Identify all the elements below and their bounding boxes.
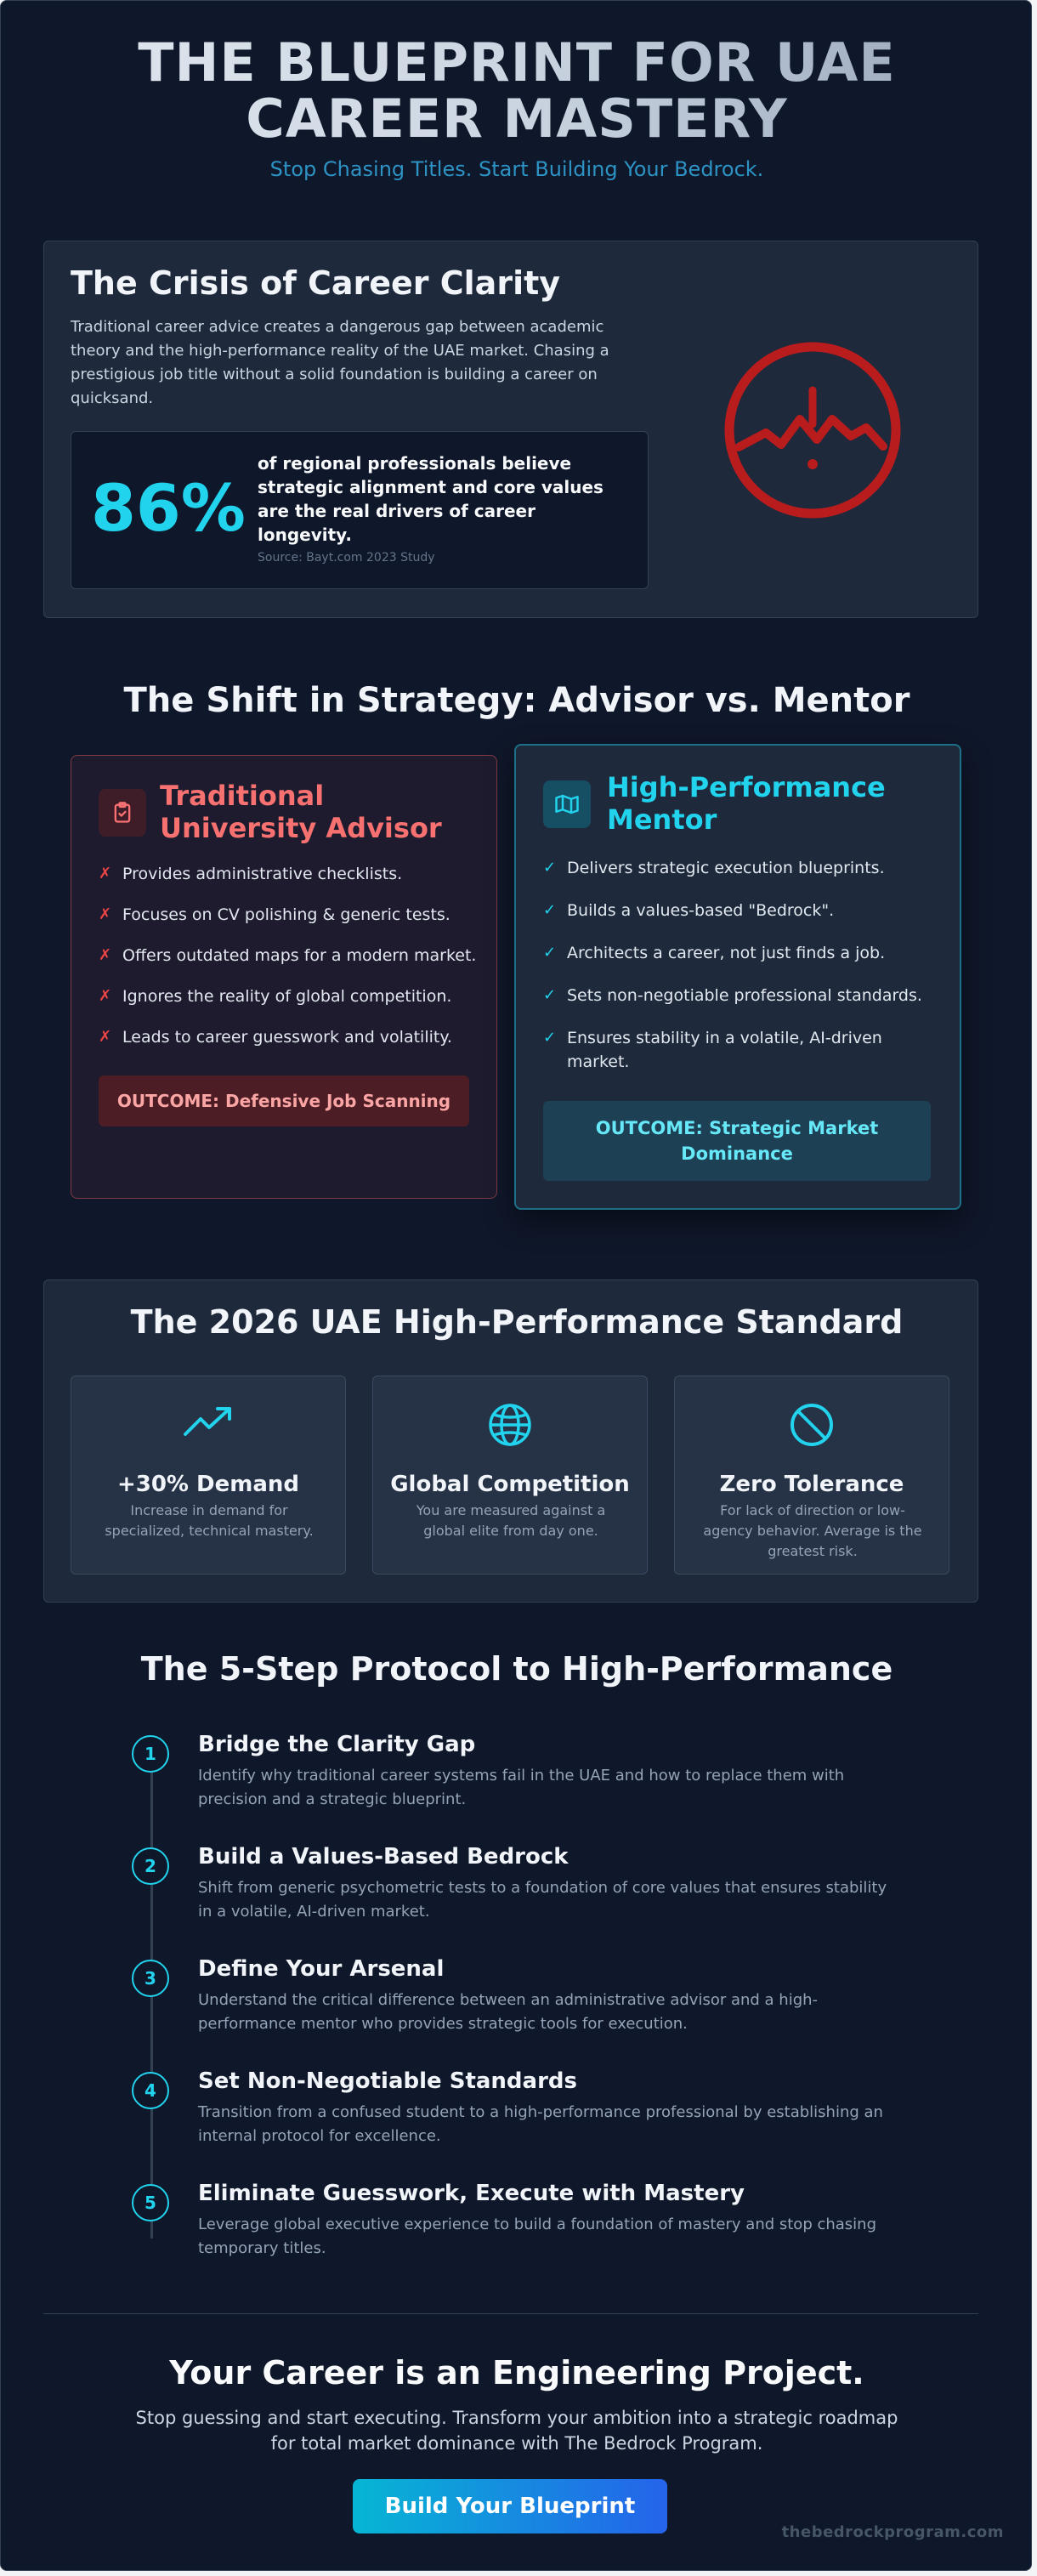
step-number: 3 — [132, 1960, 169, 1997]
mentor-item: ✓ Builds a values-based "Bedrock". — [543, 899, 943, 922]
check-icon: ✓ — [543, 901, 557, 919]
stat-source: Source: Bayt.com 2023 Study — [258, 551, 435, 565]
step-desc: Understand the critical difference between an administrative advisor and a high-performance mentor who provides strategic tools for execution. — [198, 1991, 819, 2033]
hero-title-line-1: THE BLUEPRINT FOR UAE — [138, 31, 896, 94]
advisor-item: ✗ Ignores the reality of global competition. — [99, 984, 481, 1025]
mentor-list — [543, 856, 943, 1092]
standard-title: The 2026 UAE High-Performance Standard — [130, 1303, 904, 1341]
crisis-title: The Crisis of Career Clarity — [71, 264, 561, 302]
step-number: 4 — [132, 2072, 169, 2109]
tile-title: Zero Tolerance — [719, 1472, 904, 1497]
step-number: 1 — [132, 1735, 169, 1773]
step-desc: Leverage global executive experience to build a foundation of mastery and stop chasing temporary titles. — [198, 2216, 877, 2257]
step-title: Set Non-Negotiable Standards — [198, 2068, 577, 2094]
trending-up-icon — [71, 1402, 345, 1439]
pulse-icon — [723, 341, 902, 519]
stat-text: of regional professionals believe strategic alignment and core values are the real drivers of career longevity. — [258, 453, 604, 545]
step-number: 2 — [132, 1847, 169, 1885]
standard-tile — [71, 1376, 346, 1575]
x-mark-icon: ✗ — [99, 1028, 112, 1046]
tile-desc: You are measured against a global elite from day one. — [416, 1502, 606, 1539]
check-icon: ✓ — [543, 859, 557, 877]
advisor-item: ✗ Offers outdated maps for a modern market. — [99, 944, 481, 984]
stat-value: 86% — [91, 470, 246, 546]
check-icon: ✓ — [543, 1029, 557, 1047]
mentor-outcome: OUTCOME: Strategic Market Dominance — [543, 1101, 931, 1181]
x-mark-icon: ✗ — [99, 987, 112, 1005]
tile-desc: For lack of direction or low-agency behavior. Average is the greatest risk. — [703, 1502, 922, 1559]
tile-title: +30% Demand — [116, 1472, 300, 1497]
advisor-title: Traditional University Advisor — [160, 780, 442, 844]
cta-body: Stop guessing and start executing. Transform your ambition into a strategic roadmap for total market dominance with The Bedrock Program. — [135, 2408, 898, 2454]
mentor-item: ✓ Delivers strategic execution blueprints. — [543, 856, 943, 880]
step-title: Eliminate Guesswork, Execute with Mastery — [198, 2181, 745, 2206]
protocol-title: The 5-Step Protocol to High-Performance — [140, 1650, 893, 1688]
step-desc: Identify why traditional career systems fail in the UAE and how to replace them with precision and a strategic blueprint. — [198, 1767, 845, 1808]
mentor-item: ✓ Ensures stability in a volatile, AI-driven market. — [543, 1026, 943, 1074]
clipboard-check-icon — [99, 789, 146, 837]
globe-icon — [373, 1402, 647, 1448]
cta-title: Your Career is an Engineering Project. — [169, 2354, 864, 2392]
step-desc: Transition from a confused student to a high-performance professional by establishing an internal protocol for excellence. — [198, 2103, 883, 2145]
hero-title — [1, 31, 1032, 150]
advisor-item: ✗ Provides administrative checklists. — [99, 862, 481, 903]
mentor-item: ✓ Architects a career, not just finds a job. — [543, 941, 943, 965]
x-mark-icon: ✗ — [99, 946, 112, 964]
footer-site[interactable]: thebedrockprogram.com — [781, 2523, 1004, 2541]
advisor-item: ✗ Leads to career guesswork and volatility. — [99, 1025, 481, 1066]
map-icon — [543, 780, 591, 828]
tile-title: Global Competition — [390, 1472, 630, 1497]
mentor-item: ✓ Sets non-negotiable professional standards. — [543, 984, 943, 1007]
check-icon: ✓ — [543, 986, 557, 1004]
advisor-item: ✗ Focuses on CV polishing & generic tests. — [99, 903, 481, 944]
x-mark-icon: ✗ — [99, 865, 112, 882]
tile-desc: Increase in demand for specialized, technical mastery. — [105, 1502, 314, 1539]
build-blueprint-button[interactable]: Build Your Blueprint — [353, 2479, 667, 2533]
check-icon: ✓ — [543, 944, 557, 962]
step-title: Bridge the Clarity Gap — [198, 1732, 476, 1757]
mentor-title: High-Performance Mentor — [607, 771, 886, 836]
x-mark-icon: ✗ — [99, 905, 112, 923]
hero-subtitle: Stop Chasing Titles. Start Building Your Bedrock. — [269, 157, 764, 181]
ban-icon — [675, 1402, 949, 1448]
step-title: Define Your Arsenal — [198, 1956, 445, 1982]
divider — [43, 2313, 978, 2314]
crisis-body: Traditional career advice creates a dangerous gap between academic theory and the high-performance reality of the UAE market. Chasing a prestigious job title without a solid foundation is building a career on quicksand. — [71, 318, 609, 407]
step-desc: Shift from generic psychometric tests to a foundation of core values that ensures stability in a volatile, AI-driven market. — [198, 1879, 887, 1921]
advisor-outcome: OUTCOME: Defensive Job Scanning — [99, 1075, 469, 1126]
hero-title-line-2: CAREER MASTERY — [246, 88, 788, 150]
standard-tile — [372, 1376, 648, 1575]
step-title: Build a Values-Based Bedrock — [198, 1844, 569, 1870]
advisor-list — [99, 862, 481, 1066]
shift-title: The Shift in Strategy: Advisor vs. Mentor — [123, 681, 910, 720]
step-number: 5 — [132, 2184, 169, 2221]
standard-tile — [674, 1376, 949, 1575]
